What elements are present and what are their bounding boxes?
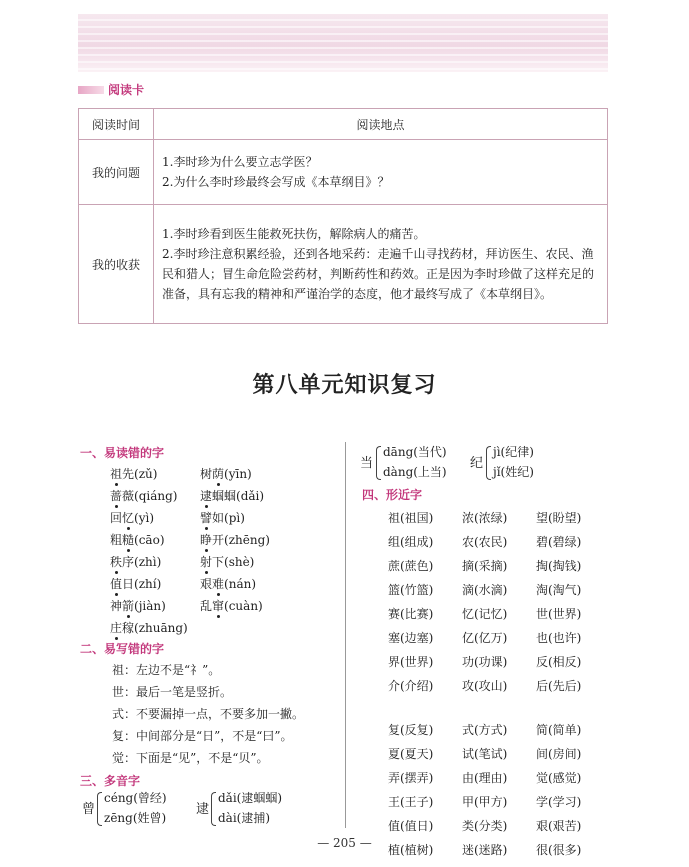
similar-char-r9-c2: 式(方式) <box>462 723 508 737</box>
similar-char-r4-c1: 篮(竹篮) <box>388 583 434 597</box>
question-1: 1.李时珍为什么要立志学医？ <box>162 155 318 169</box>
similar-char-r12-c2: 甲(甲方) <box>462 795 508 809</box>
similar-char-r8-c3: 后(先后) <box>536 679 582 693</box>
page-number: — 205 — <box>317 836 372 850</box>
sec1-left-7: 神箭(jiàn) <box>110 599 166 613</box>
sec2-item-2: 世：最后一笔是竖折。 <box>112 685 233 699</box>
polyphone-dang-a: dāng(当代) <box>383 445 447 459</box>
col-place-header: 阅读地点 <box>154 109 608 140</box>
similar-char-r9-c3: 简(简单) <box>536 723 582 737</box>
polyphone-char-ceng: 曾 <box>82 802 96 817</box>
unit-title: 第八单元知识复习 <box>252 372 437 398</box>
similar-char-r8-c2: 攻(攻山) <box>462 679 508 693</box>
decorative-banner <box>78 14 608 72</box>
sec1-left-8: 庄稼(zhuāng) <box>110 621 188 635</box>
similar-char-r5-c3: 世(世界) <box>536 607 582 621</box>
question-2: 2.为什么李时珍最终会写成《本草纲目》？ <box>162 175 390 189</box>
sec1-right-3: 譬如(pì) <box>200 511 245 525</box>
sec1-left-5: 秩序(zhì) <box>110 555 162 569</box>
similar-char-r14-c1: 植(植树) <box>388 843 434 857</box>
polyphone-ceng-b: zēng(姓曾) <box>104 811 167 825</box>
similar-char-r6-c3: 也(也许) <box>536 631 582 645</box>
sec1-left-6: 值日(zhí) <box>110 577 162 591</box>
similar-char-r14-c3: 很(很多) <box>536 843 582 857</box>
polyphone-ceng-a: céng(曾经) <box>104 791 167 805</box>
similar-char-r6-c2: 亿(亿万) <box>462 631 508 645</box>
similar-char-r1-c3: 望(盼望) <box>536 511 582 525</box>
harvest-2: 2.李时珍注意积累经验，还到各地采药：走遍千山寻找药材，拜访医生、农民、渔民和猎人；冒生命危险尝药材，判断药性和药效。正是因为李时珍做了这样充足的准备，具有忘我的精神和严谨治学的态度，他才最终写成了《本草纲目》。 <box>162 247 595 301</box>
brace-ceng <box>97 792 102 826</box>
brace-ji <box>486 446 491 480</box>
reading-card-table <box>78 108 608 324</box>
question-row <box>79 140 608 205</box>
similar-char-r8-c1: 介(介绍) <box>388 679 434 693</box>
similar-char-r3-c3: 掏(掏钱) <box>536 559 582 573</box>
similar-char-r11-c3: 觉(感觉) <box>536 771 582 785</box>
similar-char-r14-c2: 迷(迷路) <box>462 843 508 857</box>
brace-dang <box>376 446 381 480</box>
similar-char-r11-c1: 弄(摆弄) <box>388 771 434 785</box>
similar-char-r12-c1: 王(王子) <box>388 795 434 809</box>
similar-char-r11-c2: 由(理由) <box>462 771 508 785</box>
reading-card-title: 阅读卡 <box>108 83 145 97</box>
sec1-right-5: 射下(shè) <box>200 555 255 569</box>
sec1-right-2: 逮蝈蝈(dǎi) <box>200 489 265 503</box>
section-2-title: 二、易写错的字 <box>80 642 165 656</box>
sec2-item-3: 式：不要漏掉一点，不要多加一撇。 <box>112 707 305 721</box>
polyphone-ji-a: jì(纪律) <box>493 445 534 459</box>
similar-char-r4-c2: 滴(水滴) <box>462 583 508 597</box>
sec1-left-2: 蔷薇(qiáng) <box>110 489 178 503</box>
table-header-row <box>79 109 608 140</box>
similar-char-r1-c2: 浓(浓绿) <box>462 511 508 525</box>
similar-char-r10-c2: 试(笔试) <box>462 747 508 761</box>
heading-bar-decoration <box>78 86 104 94</box>
polyphone-char-ji: 纪 <box>470 456 484 471</box>
similar-char-r3-c2: 摘(采摘) <box>462 559 508 573</box>
harvest-label: 我的收获 <box>79 205 154 324</box>
sec2-item-1: 祖：左边不是“礻”。 <box>112 663 221 677</box>
similar-char-r7-c2: 功(功课) <box>462 655 508 669</box>
similar-char-r3-c1: 蔗(蔗色) <box>388 559 434 573</box>
similar-char-r7-c1: 界(世界) <box>388 655 434 669</box>
sec1-right-4: 睁开(zhēng) <box>200 533 270 547</box>
harvest-row <box>79 205 608 324</box>
polyphone-dang-b: dàng(上当) <box>383 465 447 479</box>
similar-char-r12-c3: 学(学习) <box>536 795 582 809</box>
similar-char-r5-c1: 赛(比赛) <box>388 607 434 621</box>
sec2-item-5: 觉：下面是“见”，不是“贝”。 <box>112 751 269 765</box>
similar-char-r1-c1: 祖(祖国) <box>388 511 434 525</box>
similar-char-r4-c3: 淘(淘气) <box>536 583 582 597</box>
sec1-left-4: 粗糙(cāo) <box>110 533 165 547</box>
similar-char-r6-c1: 塞(边塞) <box>388 631 434 645</box>
similar-char-r2-c3: 碧(碧绿) <box>536 535 582 549</box>
sec1-left-3: 回忆(yì) <box>110 511 155 525</box>
polyphone-dai-a: dǎi(逮蝈蝈) <box>218 791 283 805</box>
similar-char-r10-c3: 间(房间) <box>536 747 582 761</box>
sec1-right-7: 乱窜(cuàn) <box>200 599 263 613</box>
similar-char-r9-c1: 复(反复) <box>388 723 434 737</box>
harvest-1: 1.李时珍看到医生能救死扶伤，解除病人的痛苦。 <box>162 227 426 241</box>
polyphone-ji-b: jǐ(姓纪) <box>493 465 534 479</box>
similar-char-r2-c1: 组(组成) <box>388 535 434 549</box>
sec1-left-1: 祖先(zǔ) <box>110 467 158 481</box>
section-1-title: 一、易读错的字 <box>80 446 165 460</box>
similar-char-r13-c1: 值(值日) <box>388 819 434 833</box>
brace-dai <box>211 792 216 826</box>
similar-char-r7-c3: 反(相反) <box>536 655 582 669</box>
similar-char-r13-c2: 类(分类) <box>462 819 508 833</box>
polyphone-char-dai: 逮 <box>196 802 210 817</box>
reading-card-heading <box>78 80 198 100</box>
col-time-header: 阅读时间 <box>79 109 154 140</box>
harvest-content <box>154 205 608 324</box>
section-4-title: 四、形近字 <box>362 488 423 502</box>
question-content <box>154 140 608 205</box>
similar-char-r2-c2: 农(农民) <box>462 535 508 549</box>
similar-char-r13-c3: 艰(艰苦) <box>536 819 582 833</box>
sec2-item-4: 复：中间部分是“日”，不是“曰”。 <box>112 729 293 743</box>
similar-char-r10-c1: 夏(夏天) <box>388 747 434 761</box>
column-divider <box>345 442 346 828</box>
similar-char-r5-c2: 忆(记忆) <box>462 607 508 621</box>
sec1-right-1: 树荫(yīn) <box>200 467 252 481</box>
question-label: 我的问题 <box>79 140 154 205</box>
section-3-title: 三、多音字 <box>80 774 141 788</box>
polyphone-char-dang: 当 <box>360 456 374 471</box>
sec1-right-6: 艰难(nán) <box>200 577 257 591</box>
polyphone-dai-b: dài(逮捕) <box>218 811 271 825</box>
